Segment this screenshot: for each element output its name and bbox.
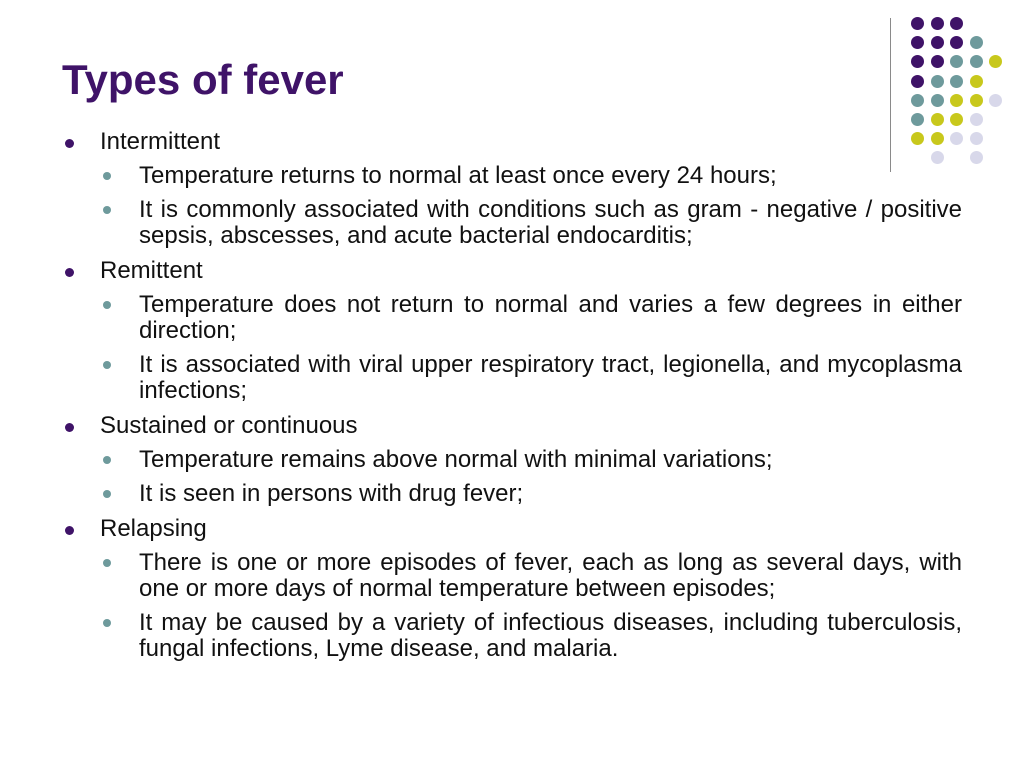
sub-bullet [0,481,962,507]
sub-bullet-text: Temperature remains above normal with minimal variations; [139,446,773,473]
sub-bullet [0,610,962,662]
sub-bullet-dot-icon [103,559,111,567]
decorative-dot [950,36,963,49]
decorative-dot [989,17,1002,30]
sub-bullet-text: It is commonly associated with conditions such as gram - negative / positive sepsis, abscesses, and acute bacterial endocarditis; [139,196,962,249]
bullet-dot-icon [65,423,74,432]
sub-bullet-text: Temperature returns to normal at least once every 24 hours; [139,162,777,189]
sub-bullet-text: It is seen in persons with drug fever; [139,480,524,507]
decorative-dot [989,75,1002,88]
sub-bullet [0,197,962,249]
bullet-text: Intermittent [100,128,221,155]
bullet-relapsing [0,515,962,543]
bullet-intermittent [0,128,962,156]
sub-bullet-text: It may be caused by a variety of infectious diseases, including tuberculosis, fungal infections, Lyme disease, and malaria. [139,609,962,662]
sub-bullet-text: It is associated with viral upper respiratory tract, legionella, and mycoplasma infections; [139,351,962,404]
bullet-remittent [0,257,962,285]
decorative-dot [970,113,983,126]
sub-bullet-dot-icon [103,301,111,309]
sub-bullet-text: Temperature does not return to normal and varies a few degrees in either direction; [139,291,962,344]
sub-bullet [0,447,962,473]
bullet-text: Relapsing [100,515,207,542]
decorative-dot [950,113,963,126]
decorative-dot [911,75,924,88]
decorative-dot [950,17,963,30]
decorative-dot [931,75,944,88]
decorative-dot [911,17,924,30]
decorative-dot [931,55,944,68]
sub-bullet-dot-icon [103,172,111,180]
sub-bullet-text: There is one or more episodes of fever, each as long as several days, with one or more days of normal temperature between episodes; [139,549,962,602]
decorative-dot [950,55,963,68]
decorative-dot [931,94,944,107]
decorative-dot [970,55,983,68]
slide-content [0,128,1024,670]
sub-bullet-dot-icon [103,619,111,627]
decorative-dot [970,75,983,88]
decorative-dot [911,113,924,126]
decorative-dot [989,55,1002,68]
decorative-dot [989,36,1002,49]
sub-bullet-dot-icon [103,456,111,464]
decorative-dot [931,36,944,49]
sub-bullet-dot-icon [103,490,111,498]
bullet-sustained [0,412,962,440]
sub-bullet [0,163,962,189]
sub-bullet-dot-icon [103,361,111,369]
decorative-dot [970,36,983,49]
bullet-dot-icon [65,268,74,277]
decorative-dot [950,94,963,107]
decorative-dot [931,113,944,126]
decorative-dot [989,113,1002,126]
sub-bullet [0,352,962,404]
slide-title: Types of fever [62,56,344,103]
decorative-dot [989,94,1002,107]
bullet-dot-icon [65,139,74,148]
bullet-dot-icon [65,526,74,535]
decorative-dot [911,36,924,49]
decorative-dot [950,75,963,88]
sub-bullet-dot-icon [103,206,111,214]
decorative-dot [911,94,924,107]
bullet-text: Sustained or continuous [100,412,358,439]
bullet-text: Remittent [100,257,203,284]
decorative-dot [970,17,983,30]
decorative-dot [911,55,924,68]
decorative-dot [931,17,944,30]
sub-bullet [0,550,962,602]
decorative-dot [970,94,983,107]
sub-bullet [0,292,962,344]
